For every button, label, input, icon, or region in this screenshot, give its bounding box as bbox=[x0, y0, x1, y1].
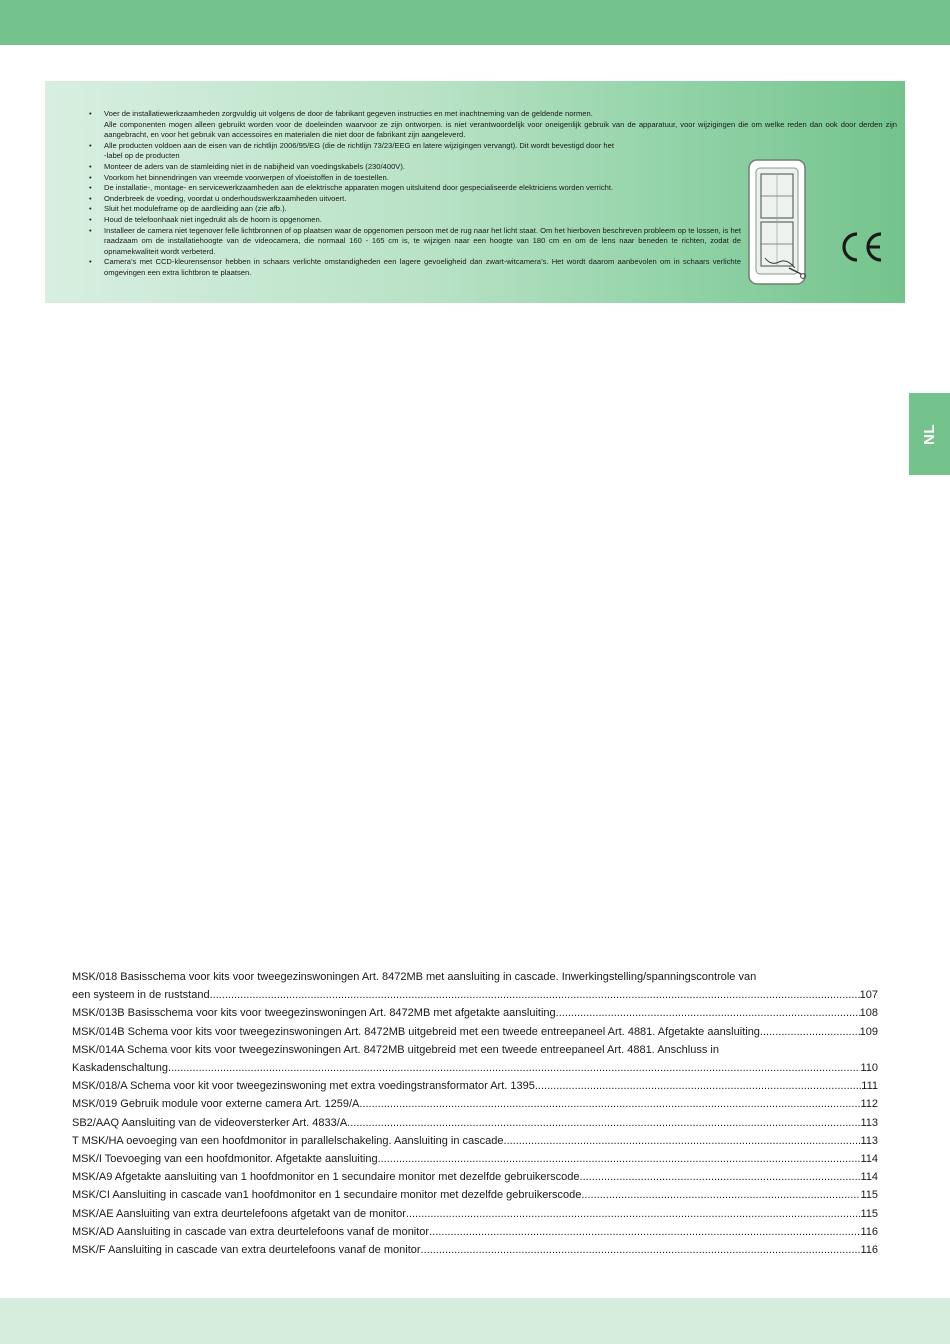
header-bar bbox=[0, 0, 950, 45]
toc-entry-page: 113 bbox=[860, 1134, 878, 1147]
toc-entry-page: 113 bbox=[860, 1116, 878, 1129]
notice-item: • Camera’s met CCD-kleurensensor hebben in schaars verlichte omstandigheden een lagere gevoeligheid dan zwart-witcamera’s. Het wordt daarom aanbevolen om in schaars verlichte omgevingen een extra lichtbron te plaatsen. bbox=[89, 257, 741, 278]
toc-leader-dots bbox=[378, 1150, 861, 1168]
toc-entry-title: T MSK/HA oevoeging van een hoofdmonitor in parallelschakeling. Aansluiting in cascade bbox=[72, 1134, 504, 1147]
toc-entry-page: 112 bbox=[860, 1098, 878, 1111]
toc-entry-title: MSK/AD Aansluiting in cascade van extra deurtelefoons vanaf de monitor bbox=[72, 1225, 430, 1238]
toc-entry[interactable] bbox=[72, 1205, 878, 1223]
toc-entry-title: MSK/014A Schema voor kits voor tweegezinswoningen Art. 8472MB uitgebreid met een tweede entreepaneel Art. 4881. Anschluss in bbox=[72, 1043, 719, 1056]
ce-mark-icon bbox=[837, 229, 885, 265]
toc-entry-page: 114 bbox=[860, 1153, 878, 1166]
toc-entry-title: Kaskadenschaltung. bbox=[72, 1062, 172, 1075]
toc-entry-title: MSK/F Aansluiting in cascade van extra deurtelefoons vanaf de monitor bbox=[72, 1244, 421, 1257]
safety-notice-box bbox=[45, 81, 905, 303]
notice-item: • Alle producten voldoen aan de eisen van de richtlijn 2006/95/EG (die de richtlijn 73/23/EEG en latere wijzigingen vervangt). Dit wordt bevestigd door het bbox=[89, 141, 741, 152]
toc-entry-title: MSK/A9 Afgetakte aansluiting van 1 hoofdmonitor en 1 secundaire monitor met dezelfde gebruikerscode bbox=[72, 1171, 580, 1184]
toc-entry[interactable] bbox=[72, 1041, 878, 1059]
notice-item: • Houd de telefoonhaak niet ingedrukt als de hoorn is opgenomen. bbox=[89, 215, 741, 226]
toc-entry-page: 116 bbox=[860, 1225, 878, 1238]
footer-bar bbox=[0, 1298, 950, 1344]
toc-entry-page: 115 bbox=[860, 1207, 878, 1220]
toc-entry-title: MSK/AE Aansluiting van extra deurtelefoons afgetakt van de monitor bbox=[72, 1207, 406, 1220]
toc-entry-page: 114 bbox=[860, 1171, 878, 1184]
toc-entry-page: 116 bbox=[860, 1244, 878, 1257]
toc-entry[interactable] bbox=[72, 1077, 878, 1095]
toc-leader-dots bbox=[556, 1004, 860, 1022]
toc-entry[interactable] bbox=[72, 986, 878, 1004]
toc-leader-dots bbox=[421, 1241, 861, 1259]
toc-entry-page: 111 bbox=[861, 1080, 878, 1093]
notice-item: -label op de producten bbox=[104, 151, 180, 161]
toc-leader-dots bbox=[580, 1168, 861, 1186]
table-of-contents bbox=[72, 968, 878, 1259]
notice-item: • Onderbreek de voeding, voordat u onderhoudswerkzaamheden uitvoert. bbox=[89, 194, 741, 205]
notice-item: Alle componenten mogen alleen gebruikt worden voor de doeleinden waarvoor ze zijn ontworpen. is niet verantwoordelijk voor oneigenlijk gebruik van de apparatuur, voor wijzigingen die om welke reden dan ook door derden zijn aangebracht, en voor het gebruik van accessoires en materialen die niet door de fabrikant zijn aangeleverd. bbox=[104, 119, 897, 140]
toc-entry-title: MSK/018/A Schema voor kit voor tweegezinswoning met extra voedingstransformator Art. 1395 bbox=[72, 1080, 535, 1093]
toc-entry-title: MSK/CI Aansluiting in cascade van1 hoofdmonitor en 1 secundaire monitor met dezelfde gebruikerscode bbox=[72, 1189, 582, 1202]
toc-entry-title: MSK/019 Gebruik module voor externe camera Art. 1259/A bbox=[72, 1098, 360, 1111]
toc-entry[interactable] bbox=[72, 1168, 878, 1186]
toc-entry-page: 110 bbox=[860, 1062, 878, 1075]
toc-entry-title: MSK/I Toevoeging van een hoofdmonitor. Afgetakte aansluiting bbox=[72, 1153, 378, 1166]
toc-leader-dots bbox=[504, 1132, 861, 1150]
toc-leader-dots bbox=[171, 1059, 860, 1077]
toc-entry[interactable] bbox=[72, 1150, 878, 1168]
notice-item: • Voer de installatiewerkzaamheden zorgvuldig uit volgens de door de fabrikant gegeven instructies en met inachtneming van de geldende normen. bbox=[89, 109, 897, 120]
toc-entry[interactable] bbox=[72, 1059, 878, 1077]
toc-entry[interactable] bbox=[72, 968, 878, 986]
toc-leader-dots bbox=[213, 986, 860, 1004]
module-frame-illustration bbox=[745, 158, 811, 288]
notice-item: • Installeer de camera niet tegenover felle lichtbronnen of op plaatsen waar de opgenomen persoon met de rug naar het licht staat. Om het hierboven beschreven probleem op te lossen, is het raadzaam om de installatiehoogte van de videocamera, die normaal 160 - 165 cm is, te wijzigen naar een hoogte van 180 cm en om de lens naar beneden te richten, zodat de opnamekwaliteit wordt verbeterd. bbox=[89, 226, 741, 258]
toc-leader-dots bbox=[406, 1205, 861, 1223]
language-tab[interactable] bbox=[909, 393, 950, 475]
toc-leader-dots bbox=[581, 1186, 860, 1204]
notice-item: • De installatie-, montage- en servicewerkzaamheden aan de elektrische apparaten mogen uitsluitend door gespecialiseerde elektriciens worden verricht. bbox=[89, 183, 741, 194]
toc-entry[interactable] bbox=[72, 1004, 878, 1022]
language-tab-label: NL bbox=[921, 423, 938, 445]
toc-entry[interactable] bbox=[72, 1095, 878, 1113]
toc-leader-dots bbox=[535, 1077, 861, 1095]
toc-entry-title: MSK/018 Basisschema voor kits voor tweegezinswoningen Art. 8472MB met aansluiting in cascade. Inwerkingstelling/spanningscontrole van bbox=[72, 971, 757, 983]
toc-entry[interactable] bbox=[72, 1132, 878, 1150]
toc-entry[interactable] bbox=[72, 1223, 878, 1241]
toc-entry-page: 109 bbox=[859, 1025, 878, 1038]
toc-entry[interactable] bbox=[72, 1186, 878, 1204]
toc-leader-dots bbox=[429, 1223, 860, 1241]
toc-entry[interactable] bbox=[72, 1241, 878, 1259]
toc-leader-dots bbox=[359, 1095, 860, 1113]
toc-entry-page: 108 bbox=[859, 1007, 878, 1020]
toc-leader-dots bbox=[763, 1023, 860, 1041]
notice-item: • Voorkom het binnendringen van vreemde voorwerpen of vloeistoffen in de toestellen. bbox=[89, 173, 741, 184]
toc-entry[interactable] bbox=[72, 1023, 878, 1041]
toc-leader-dots bbox=[347, 1114, 860, 1132]
toc-entry-title: een systeem in de ruststand. bbox=[72, 989, 213, 1002]
notice-item: • Monteer de aders van de stamleiding niet in de nabijheid van voedingskabels (230/400V). bbox=[89, 162, 741, 173]
notice-item: • Sluit het moduleframe op de aardleiding aan (zie afb.). bbox=[89, 204, 741, 215]
toc-entry[interactable] bbox=[72, 1114, 878, 1132]
toc-entry-page: 107 bbox=[859, 989, 878, 1002]
toc-entry-title: SB2/AAQ Aansluiting van de videoversterker Art. 4833/A bbox=[72, 1116, 348, 1129]
toc-entry-title: MSK/014B Schema voor kits voor tweegezinswoningen Art. 8472MB uitgebreid met een tweede entreepaneel Art. 4881. Afgetakte aansluiting. bbox=[72, 1025, 763, 1038]
toc-entry-page: 115 bbox=[860, 1189, 878, 1202]
toc-entry-title: MSK/013B Basisschema voor kits voor tweegezinswoningen Art. 8472MB met afgetakte aansluiting bbox=[72, 1007, 556, 1020]
